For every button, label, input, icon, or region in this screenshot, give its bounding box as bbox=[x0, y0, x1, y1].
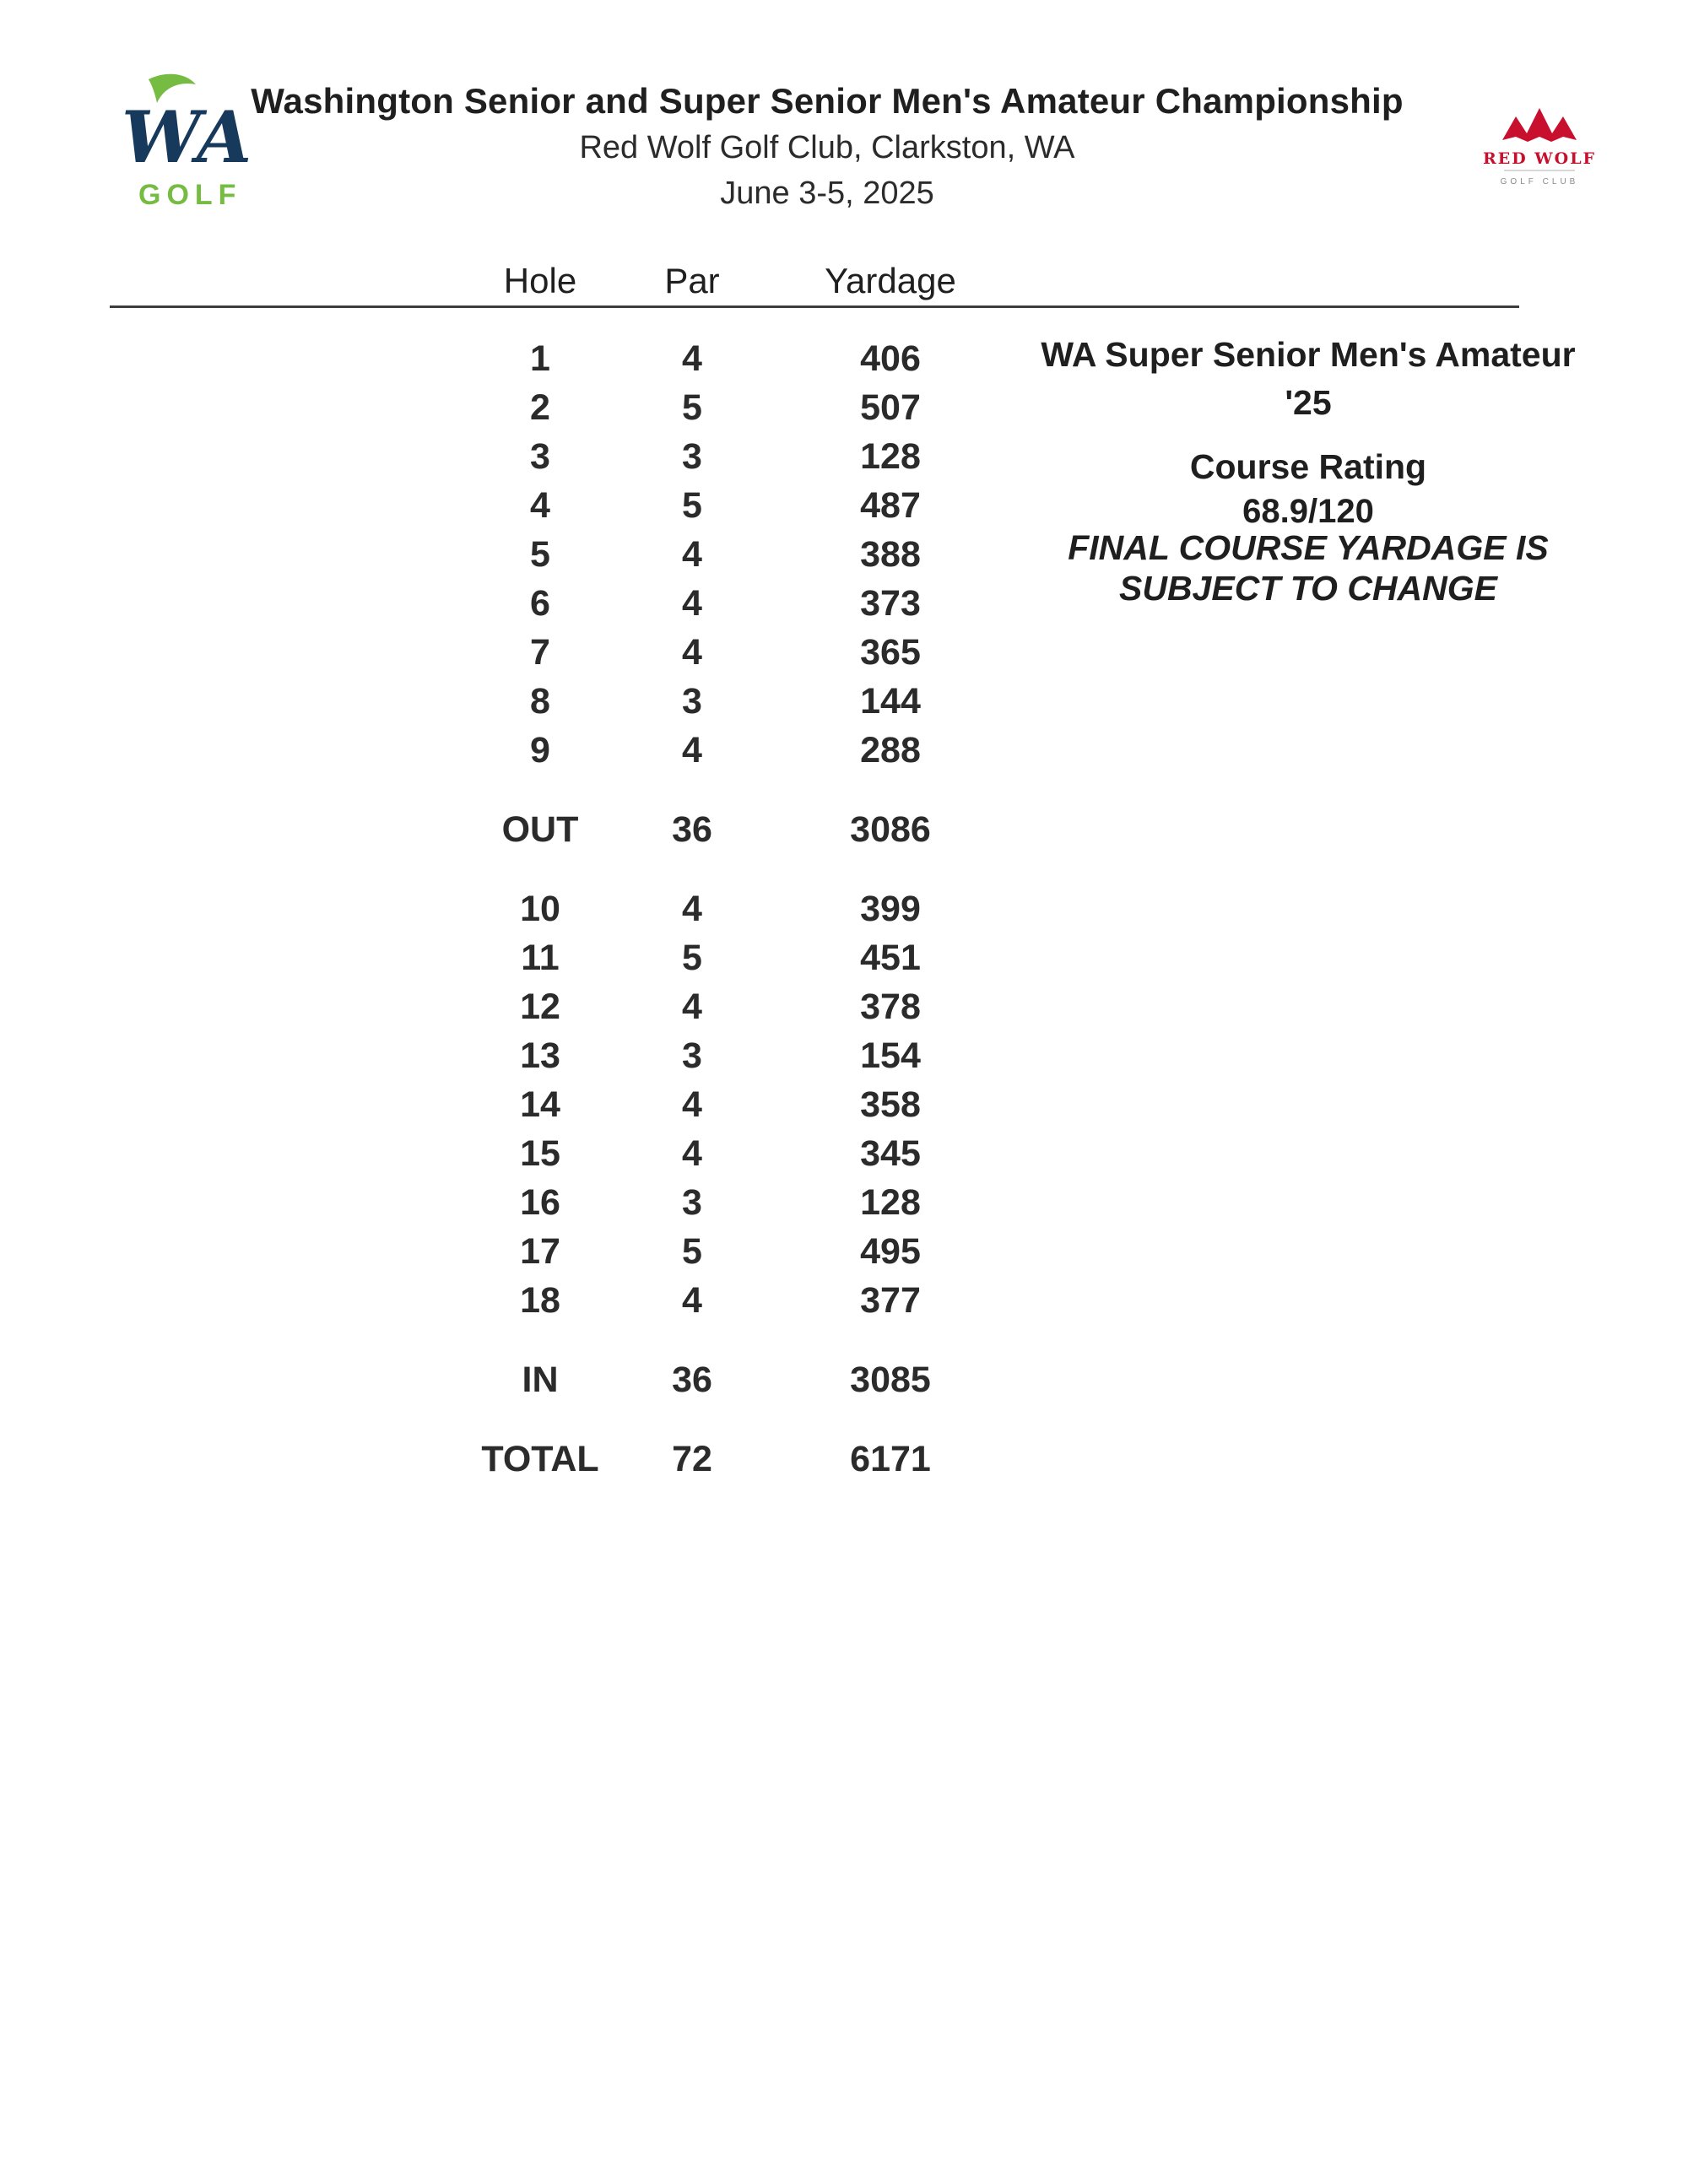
par-cell: 3 bbox=[682, 435, 702, 477]
course-rating-value: 68.9/120 bbox=[1242, 493, 1374, 530]
yardage-cell: 388 bbox=[860, 533, 921, 575]
red-wolf-subtitle: GOLF CLUB bbox=[1500, 177, 1579, 187]
notice-line1: FINAL COURSE YARDAGE IS bbox=[1068, 528, 1549, 567]
yardage-cell: 487 bbox=[860, 484, 921, 526]
par-cell: 4 bbox=[682, 1133, 702, 1174]
table-row bbox=[447, 530, 1030, 579]
yardage-column-header: Yardage bbox=[825, 261, 956, 300]
par-cell: 4 bbox=[682, 986, 702, 1027]
yardage-cell: 345 bbox=[860, 1133, 921, 1174]
table-row bbox=[447, 982, 1030, 1031]
yardage-cell: 128 bbox=[860, 1181, 921, 1223]
hole-cell: 11 bbox=[521, 937, 560, 978]
course-rating-label: Course Rating bbox=[1189, 447, 1427, 486]
yardage-cell: 406 bbox=[860, 338, 921, 379]
hole-cell: 7 bbox=[530, 631, 550, 673]
yardage-cell: 373 bbox=[860, 582, 921, 624]
par-cell: 36 bbox=[672, 1359, 712, 1400]
red-wolf-name: RED WOLF bbox=[1482, 149, 1597, 168]
yardage-cell: 365 bbox=[860, 631, 921, 673]
par-cell: 5 bbox=[682, 937, 702, 978]
table-row bbox=[447, 579, 1030, 628]
hole-cell: 10 bbox=[520, 888, 560, 929]
par-cell: 4 bbox=[682, 631, 702, 673]
par-cell: 5 bbox=[682, 387, 702, 428]
table-row bbox=[447, 1178, 1030, 1227]
table-row bbox=[447, 805, 1030, 854]
venue-subtitle: Red Wolf Golf Club, Clarkston, WA bbox=[579, 130, 1075, 165]
yardage-cell: 495 bbox=[860, 1230, 921, 1272]
table-row bbox=[447, 1031, 1030, 1080]
hole-cell: 12 bbox=[520, 986, 560, 1027]
par-cell: 72 bbox=[672, 1438, 712, 1479]
par-cell: 4 bbox=[682, 888, 702, 929]
yardage-cell: 507 bbox=[860, 387, 921, 428]
table-row bbox=[447, 1276, 1030, 1325]
par-cell: 4 bbox=[682, 1084, 702, 1125]
hole-cell: 18 bbox=[520, 1279, 560, 1321]
hole-column-header: Hole bbox=[503, 261, 577, 300]
hole-cell: 3 bbox=[530, 435, 550, 477]
yardage-cell: 6171 bbox=[850, 1438, 931, 1479]
red-wolf-logo-graphic bbox=[1479, 100, 1601, 199]
red-wolf-logo bbox=[1479, 100, 1601, 199]
yardage-table-header bbox=[447, 258, 1030, 304]
event-name-block bbox=[971, 331, 1646, 427]
par-cell: 3 bbox=[682, 1181, 702, 1223]
par-cell: 4 bbox=[682, 729, 702, 770]
page-title: Washington Senior and Super Senior Men's Amateur Championship bbox=[251, 81, 1404, 121]
hole-cell: 17 bbox=[520, 1230, 560, 1272]
hole-cell: TOTAL bbox=[481, 1438, 599, 1479]
hole-cell: 8 bbox=[530, 680, 550, 722]
table-row bbox=[447, 481, 1030, 530]
table-row bbox=[447, 432, 1030, 481]
table-row bbox=[447, 1129, 1030, 1178]
header-rule bbox=[110, 305, 1519, 308]
par-cell: 36 bbox=[672, 808, 712, 850]
yardage-cell: 399 bbox=[860, 888, 921, 929]
par-column-header: Par bbox=[664, 261, 720, 300]
par-cell: 4 bbox=[682, 1279, 702, 1321]
par-cell: 4 bbox=[682, 533, 702, 575]
table-row bbox=[447, 334, 1030, 383]
hole-cell: 2 bbox=[530, 387, 550, 428]
hole-cell: 9 bbox=[530, 729, 550, 770]
hole-cell: 16 bbox=[520, 1181, 560, 1223]
wa-logo-wordmark: GOLF bbox=[138, 179, 242, 211]
par-cell: 4 bbox=[682, 582, 702, 624]
hole-cell: 13 bbox=[520, 1035, 560, 1076]
hole-cell: 6 bbox=[530, 582, 550, 624]
hole-cell: 5 bbox=[530, 533, 550, 575]
red-wolf-emblem-shape bbox=[1502, 108, 1577, 142]
yardage-cell: 3086 bbox=[850, 808, 931, 850]
hole-cell: 4 bbox=[530, 484, 550, 526]
hole-cell: 1 bbox=[530, 338, 550, 379]
par-cell: 5 bbox=[682, 1230, 702, 1272]
hole-cell: OUT bbox=[501, 808, 579, 850]
table-row bbox=[447, 628, 1030, 677]
yardage-cell: 128 bbox=[860, 435, 921, 477]
course-rating-block bbox=[971, 445, 1646, 534]
yardage-cell: 288 bbox=[860, 729, 921, 770]
table-row bbox=[447, 884, 1030, 933]
event-name-line2: '25 bbox=[1285, 383, 1332, 422]
table-row bbox=[447, 933, 1030, 982]
event-dates: June 3-5, 2025 bbox=[720, 176, 934, 211]
yardage-cell: 154 bbox=[860, 1035, 921, 1076]
yardage-table-body bbox=[447, 334, 1030, 1484]
table-row bbox=[447, 726, 1030, 775]
par-cell: 3 bbox=[682, 1035, 702, 1076]
yardage-cell: 377 bbox=[860, 1279, 921, 1321]
yardage-cell: 378 bbox=[860, 986, 921, 1027]
hole-cell: IN bbox=[522, 1359, 559, 1400]
yardage-cell: 358 bbox=[860, 1084, 921, 1125]
table-row bbox=[447, 1435, 1030, 1484]
par-cell: 3 bbox=[682, 680, 702, 722]
table-row bbox=[447, 1355, 1030, 1404]
par-cell: 5 bbox=[682, 484, 702, 526]
event-name-line1: WA Super Senior Men's Amateur bbox=[1041, 335, 1576, 374]
wa-logo-monogram: WA bbox=[122, 95, 252, 179]
notice-line2: SUBJECT TO CHANGE bbox=[1118, 569, 1498, 608]
yardage-cell: 144 bbox=[860, 680, 921, 722]
table-row bbox=[447, 677, 1030, 726]
table-row bbox=[447, 1227, 1030, 1276]
yardage-cell: 451 bbox=[860, 937, 921, 978]
yardage-cell: 3085 bbox=[850, 1359, 931, 1400]
hole-cell: 14 bbox=[520, 1084, 560, 1125]
table-row bbox=[447, 383, 1030, 432]
hole-cell: 15 bbox=[520, 1133, 560, 1174]
table-row bbox=[447, 1080, 1030, 1129]
par-cell: 4 bbox=[682, 338, 702, 379]
yardage-change-notice bbox=[971, 527, 1646, 608]
